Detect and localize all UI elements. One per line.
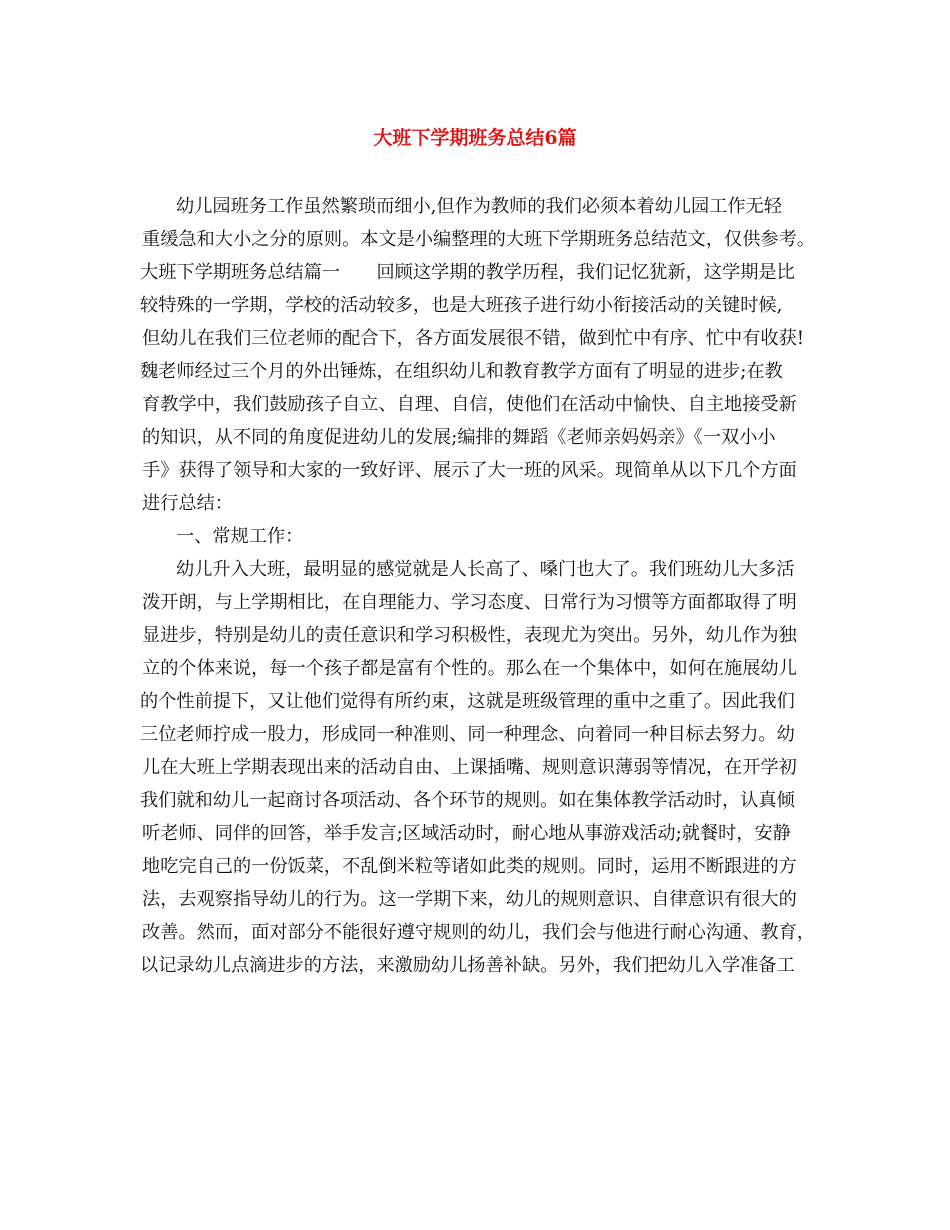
paragraph-line: 显进步，特别是幼儿的责任意识和学习积极性，表现尤为突出。另外，幼儿作为独	[142, 625, 797, 646]
paragraph-line: 幼儿园班务工作虽然繁琐而细小,但作为教师的我们必须本着幼儿园工作无轻	[176, 196, 782, 217]
paragraph-line: 以记录幼儿点滴进步的方法，来激励幼儿扬善补缺。另外，我们把幼儿入学准备工	[140, 955, 795, 976]
paragraph-line: 立的个体来说，每一个孩子都是富有个性的。那么在一个集体中，如何在施展幼儿	[142, 658, 797, 679]
paragraph-line: 但幼儿在我们三位老师的配合下，各方面发展很不错，做到忙中有序、忙中有收获!	[142, 328, 805, 349]
paragraph-line: 法，去观察指导幼儿的行为。这一学期下来，幼儿的规则意识、自律意识有很大的	[142, 889, 797, 910]
paragraph-line: 的个性前提下，又让他们觉得有所约束，这就是班级管理的重中之重了。因此我们	[140, 691, 795, 712]
paragraph-line: 较特殊的一学期，学校的活动较多，也是大班孩子进行幼小衔接活动的关键时候,	[140, 295, 783, 316]
section-heading: 一、常规工作：	[176, 526, 304, 547]
paragraph-line: 我们就和幼儿一起商讨各项活动、各个环节的规则。如在集体教学活动时，认真倾	[140, 790, 795, 811]
paragraph-line: 幼儿升入大班，最明显的感觉就是人长高了、嗓门也大了。我们班幼儿大多活	[176, 559, 795, 580]
paragraph-line: 儿在大班上学期表现出来的活动自由、上课插嘴、规则意识薄弱等情况，在开学初	[142, 757, 797, 778]
paragraph-line: 进行总结：	[142, 493, 233, 514]
paragraph-line: 大班下学期班务总结篇一 回顾这学期的教学历程，我们记忆犹新，这学期是比	[140, 262, 795, 283]
paragraph-line: 地吃完自己的一份饭菜，不乱倒米粒等诸如此类的规则。同时，运用不断跟进的方	[142, 856, 797, 877]
paragraph-line: 重缓急和大小之分的原则。本文是小编整理的大班下学期班务总结范文，仅供参考。	[142, 229, 815, 250]
paragraph-line: 魏老师经过三个月的外出锤炼，在组织幼儿和教育教学方面有了明显的进步;在教	[140, 361, 783, 382]
paragraph-line: 改善。然而，面对部分不能很好遵守规则的幼儿，我们会与他进行耐心沟通、教育，	[142, 922, 815, 943]
paragraph-line: 听老师、同伴的回答，举手发言;区域活动时，耐心地从事游戏活动;就餐时，安静	[142, 823, 791, 844]
document-body	[140, 190, 820, 982]
paragraph-line: 泼开朗，与上学期相比，在自理能力、学习态度、日常行为习惯等方面都取得了明	[142, 592, 797, 613]
paragraph-line: 手》获得了领导和大家的一致好评、展示了大一班的风采。现简单从以下几个方面	[142, 460, 797, 481]
paragraph-line: 育教学中，我们鼓励孩子自立、自理、自信，使他们在活动中愉快、自主地接受新	[142, 394, 797, 415]
paragraph-line: 三位老师拧成一股力，形成同一种准则、同一种理念、向着同一种目标去努力。幼	[140, 724, 795, 745]
paragraph-line: 的知识，从不同的角度促进幼儿的发展;编排的舞蹈《老师亲妈妈亲》《一双小小	[142, 427, 776, 448]
document-title: 大班下学期班务总结6篇	[373, 127, 577, 149]
